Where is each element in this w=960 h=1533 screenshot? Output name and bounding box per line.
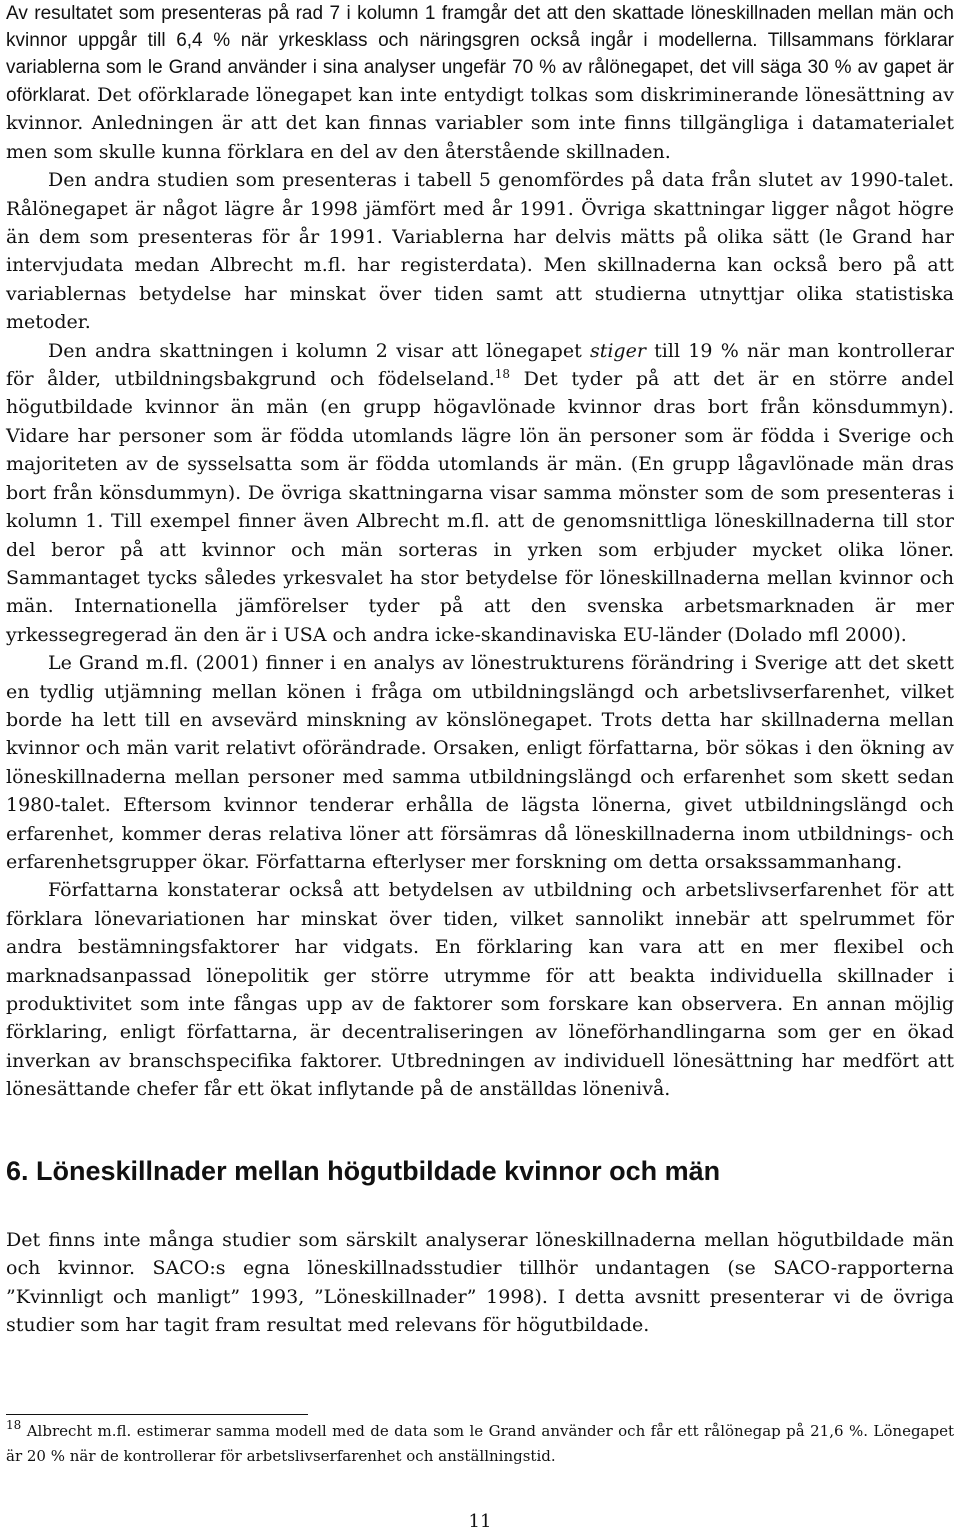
body-paragraph-4: Le Grand m.fl. (2001) finner i en analys av lönestrukturens förändring i Sverige att det skett en tydlig utjämning mellan könen i fråga om utbildningslängd och arbetslivserfarenhet, vilket borde ha lett till en avsevärd minskning av könslönegapet. Trots detta har skillnaderna mellan kvinnor och män varit relativt oförändrade. Orsaken, enligt författarna, bör sökas i den ökning av löneskillnaderna mellan personer med samma utbildningslängd och erfarenhet som skett sedan 1980-talet. Eftersom kvinnor tenderar erhålla de lägsta lönerna, givet utbildningslängd och erfarenhet, kommer deras relativa löner att försämras då löneskillnaderna inom utbildnings- och erfarenhetsgrupper ökar. Författarna efterlyser mer forskning om detta orsakssammanhang. [6,652,954,873]
page-number: 11 [468,1511,492,1532]
section-body [6,1226,954,1340]
footnote-divider [6,1414,308,1415]
paragraph-1-part-b: Det oförklarade lönegapet kan inte entydigt tolkas som diskriminerande lönesättning av kvinnor. Anledningen är att det kan finnas variabler som inte finns tillgängliga i datamaterialet men som skulle kunna förklara en del av den återstående skillnaden. [6,84,954,163]
footnote [6,1419,954,1469]
body-paragraph-3 [6,337,954,649]
paragraph-3-part-c: Det tyder på att det är en större andel högutbildade kvinnor än män (en grupp högavlönade kvinnor dras bort från könsdummyn). Vidare har personer som är födda utomlands lägre lön än personer som är födda i Sverige och majoriteten av de sysselsatta som är födda utomlands är män. (En grupp lågavlönade män dras bort från könsdummyn). De övriga skattningarna visar samma mönster som de som presenteras i kolumn 1. Till exempel finner även Albrecht m.fl. att de genomsnittliga löneskillnaderna till stor del beror på att kvinnor och män sorteras in yrken som erbjuder mycket olika löner. Sammantaget tycks således yrkesvalet ha stor betydelse för löneskillnaderna mellan kvinnor och män. Internationella jämförelser tyder på att den svenska arbetsmarknaden är mer yrkessegregerad än den är i USA och andra icke-skandinaviska EU-länder (Dolado mfl 2000). [6,368,954,646]
body-paragraph-5: Författarna konstaterar också att betydelsen av utbildning och arbetslivserfarenhet för att förklara lönevariationen har minskat över tiden, vilket sannolikt innebär att spelrummet för andra bestämningsfaktorer har vidgats. En förklaring kan vara att en mer flexibel och marknadsanpassad lönepolitik ger större utrymme för att beakta individuella skillnader i produktivitet som inte fångas upp av de faktorer som forskare kan observera. En annan möjlig förklaring, enligt författarna, är decentraliseringen av löneförhandlingarna som ger en ökad inverkan av branschspecifika faktorer. Utbredningen av individuell lönesättning har medfört att lönesättande chefer får ett ökat inflytande på de anställdas lönenivå. [6,879,954,1101]
footnote-marker: 18 [6,1418,22,1432]
paragraph-1-part-a: Av resultatet som presenteras på rad 7 i kolumn 1 framgår det att den skattade löneskillnaden mellan män och kvinnor uppgår till 6,4 % när yrkesklass och näringsgren också ingår i modellerna. Tillsammans förklarar variablerna som le Grand använder i sina analyser ungefär 70 % av rålönegapet, det vill säga 30 % av gapet är oförklarat. [6,3,954,106]
paragraph-3-emphasis: stiger [589,339,646,362]
paragraph-3-part-a: Den andra skattningen i kolumn 2 visar att lönegapet [48,339,590,362]
section-heading: 6. Löneskillnader mellan högutbildade kvinnor och män [6,1156,721,1186]
body-paragraph-1 [6,0,954,166]
document-page [6,0,955,1532]
body-paragraph-2: Den andra studien som presenteras i tabell 5 genomfördes på data från slutet av 1990-talet. Rålönegapet är något lägre år 1998 jämfört med år 1991. Övriga skattningar ligger något högre än dem som presenteras för år 1991. Variablerna har delvis mätts på olika sätt (le Grand har intervjudata medan Albrecht m.fl. har registerdata). Men skillnaderna kan också bero på att variablernas betydelse har minskat över tiden samt att studierna utnyttjar olika statistiska metoder. [6,169,954,334]
footnote-reference: 18 [494,367,511,382]
footnote-text: Albrecht m.fl. estimerar samma modell med de data som le Grand använder och får ett rålönegap på 21,6 %. Lönegapet är 20 % när de kontrollerar för arbetslivserfarenhet och anställningstid. [6,1422,954,1465]
paragraph-3-part-b: till 19 % när man kontrollerar för ålder, utbildningsbakgrund och födelseland. [6,339,955,391]
section-paragraph: Det finns inte många studier som särskilt analyserar löneskillnaderna mellan högutbildade män och kvinnor. SACO:s egna löneskillnadsstudier tillhör undantagen (se SACO-rapporterna ”Kvinnligt och manligt” 1993, ”Löneskillnader” 1998). I detta avsnitt presenterar vi de övriga studier som har tagit fram resultat med relevans för högutbildade. [6,1229,954,1337]
